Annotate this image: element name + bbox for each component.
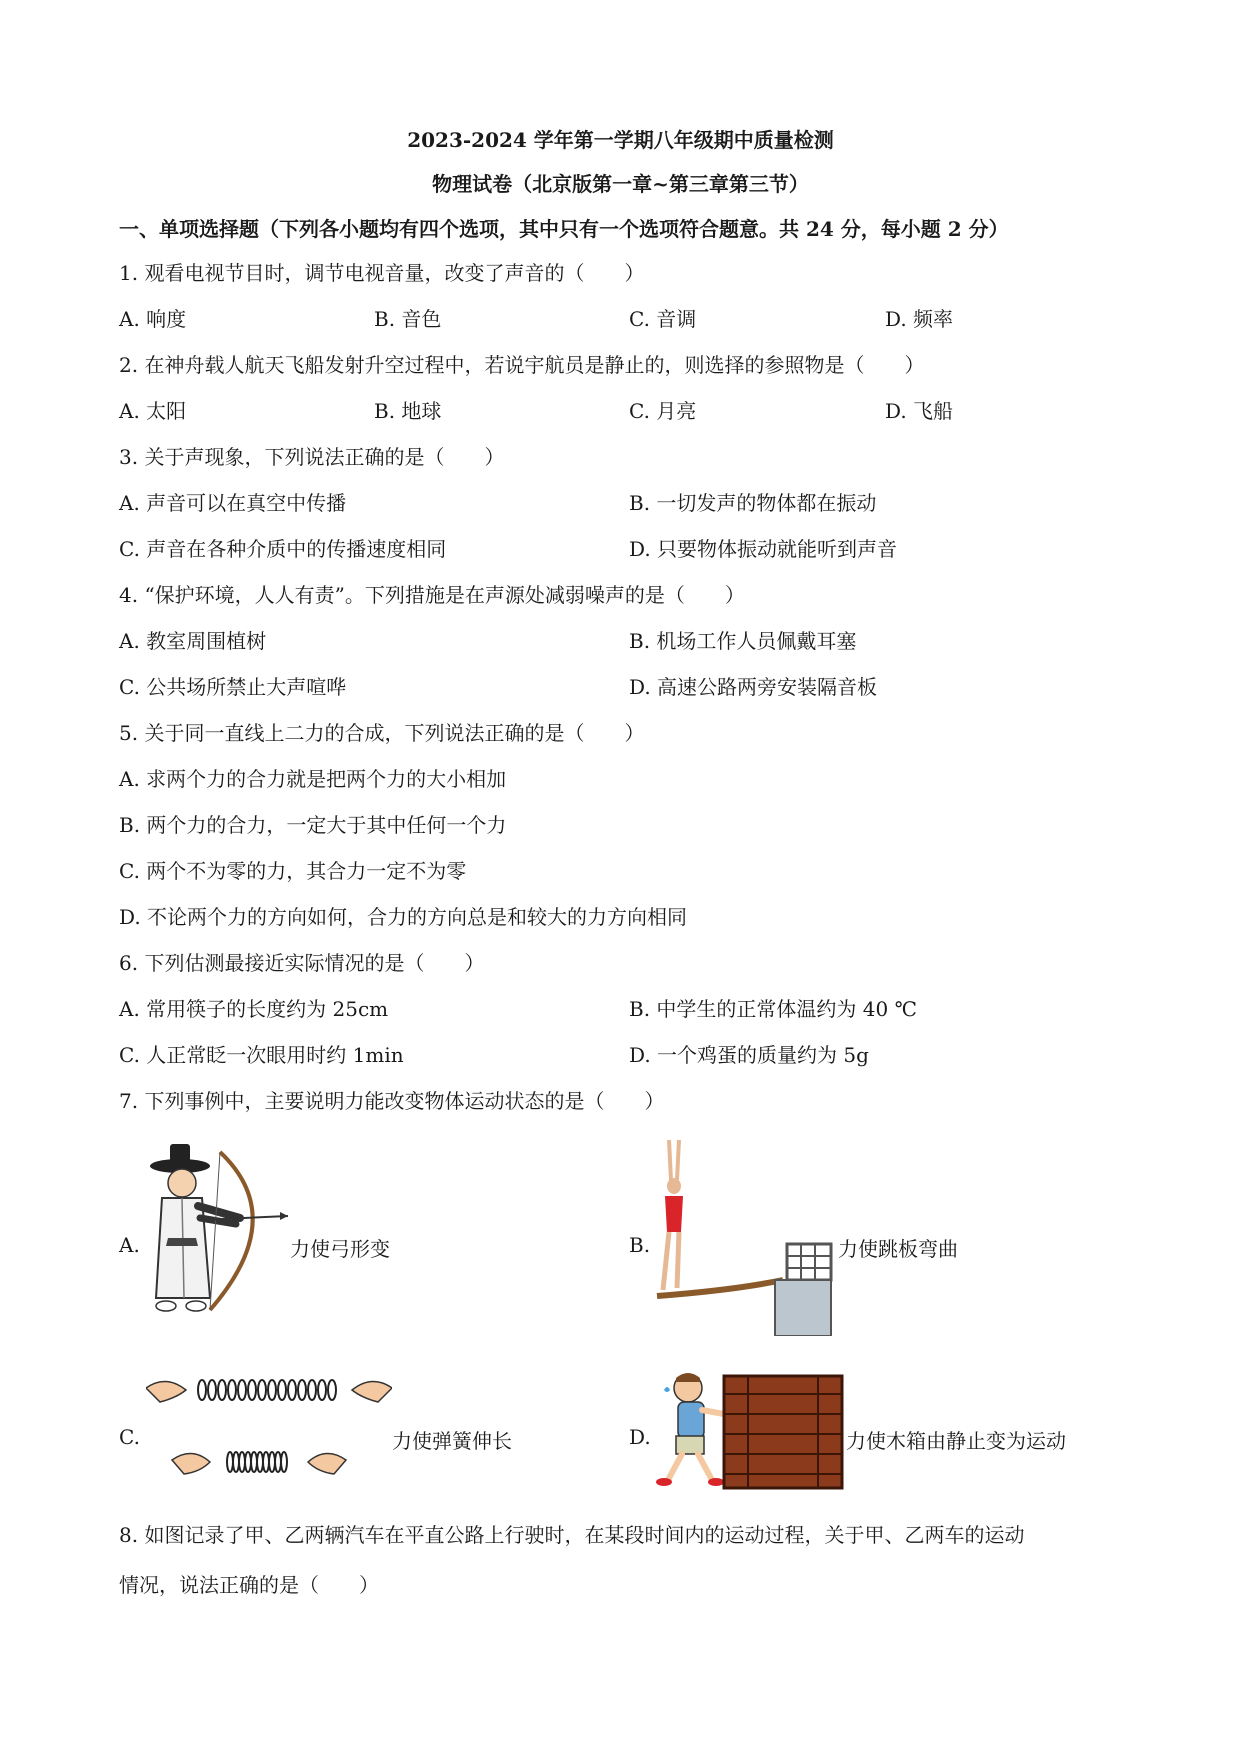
question-8-stem-line1: 8. 如图记录了甲、乙两辆汽车在平直公路上行驶时，在某段时间内的运动过程，关于甲、乙两车的运动 — [119, 1523, 1025, 1547]
q3-option-b[interactable]: B. 一切发声的物体都在振动 — [629, 491, 877, 515]
q1-option-a[interactable]: A. 响度 — [119, 307, 187, 331]
q4-option-d[interactable]: D. 高速公路两旁安装隔音板 — [629, 675, 878, 699]
q1-option-d[interactable]: D. 频率 — [885, 307, 954, 331]
q5-option-c[interactable]: C. 两个不为零的力，其合力一定不为零 — [119, 859, 467, 883]
q2-option-a[interactable]: A. 太阳 — [119, 399, 187, 423]
q7-option-a-letter[interactable]: A. — [119, 1233, 140, 1257]
q4-option-a[interactable]: A. 教室周围植树 — [119, 629, 267, 653]
question-8-stem-line2: 情况，说法正确的是（ ） — [119, 1573, 379, 1597]
q4-option-c[interactable]: C. 公共场所禁止大声喧哗 — [119, 675, 347, 699]
q3-option-c[interactable]: C. 声音在各种介质中的传播速度相同 — [119, 537, 447, 561]
q7-caption-b: 力使跳板弯曲 — [838, 1237, 958, 1261]
question-5-stem: 5. 关于同一直线上二力的合成，下列说法正确的是（ ） — [119, 721, 645, 745]
question-4-stem: 4. “保护环境，人人有责”。下列措施是在声源处减弱噪声的是（ ） — [119, 583, 745, 607]
q7-caption-d: 力使木箱由静止变为运动 — [846, 1429, 1066, 1453]
q5-option-d[interactable]: D. 不论两个力的方向如何，合力的方向总是和较大的力方向相同 — [119, 905, 688, 929]
q2-option-b[interactable]: B. 地球 — [374, 399, 442, 423]
q1-option-b[interactable]: B. 音色 — [374, 307, 442, 331]
q6-option-a[interactable]: A. 常用筷子的长度约为 25cm — [119, 997, 389, 1021]
diving-board-illustration — [655, 1140, 835, 1336]
q7-option-d-letter[interactable]: D. — [629, 1425, 651, 1449]
q4-option-b[interactable]: B. 机场工作人员佩戴耳塞 — [629, 629, 857, 653]
q6-option-c[interactable]: C. 人正常眨一次眼用时约 1min — [119, 1043, 404, 1067]
q2-option-c[interactable]: C. 月亮 — [629, 399, 697, 423]
exam-title: 2023-2024 学年第一学期八年级期中质量检测 — [407, 128, 834, 152]
q5-option-b[interactable]: B. 两个力的合力，一定大于其中任何一个力 — [119, 813, 507, 837]
question-1-stem: 1. 观看电视节目时，调节电视音量，改变了声音的（ ） — [119, 261, 645, 285]
pushing-box-illustration — [652, 1370, 844, 1492]
q7-option-b-letter[interactable]: B. — [629, 1233, 651, 1257]
q1-option-c[interactable]: C. 音调 — [629, 307, 697, 331]
question-6-stem: 6. 下列估测最接近实际情况的是（ ） — [119, 951, 485, 975]
archer-illustration — [140, 1128, 290, 1330]
exam-subtitle: 物理试卷（北京版第一章~第三章第三节） — [432, 172, 809, 196]
q3-option-a[interactable]: A. 声音可以在真空中传播 — [119, 491, 347, 515]
q5-option-a[interactable]: A. 求两个力的合力就是把两个力的大小相加 — [119, 767, 507, 791]
question-7-stem: 7. 下列事例中，主要说明力能改变物体运动状态的是（ ） — [119, 1089, 665, 1113]
q7-option-c-letter[interactable]: C. — [119, 1425, 140, 1449]
q6-option-d[interactable]: D. 一个鸡蛋的质量约为 5g — [629, 1043, 869, 1067]
spring-illustration — [146, 1368, 392, 1488]
q6-option-b[interactable]: B. 中学生的正常体温约为 40 ℃ — [629, 997, 917, 1021]
section-heading: 一、单项选择题（下列各小题均有四个选项，其中只有一个选项符合题意。共 24 分，每小题 2 分） — [119, 217, 1009, 241]
question-3-stem: 3. 关于声现象，下列说法正确的是（ ） — [119, 445, 505, 469]
q3-option-d[interactable]: D. 只要物体振动就能听到声音 — [629, 537, 898, 561]
q2-option-d[interactable]: D. 飞船 — [885, 399, 954, 423]
q7-caption-c: 力使弹簧伸长 — [392, 1429, 512, 1453]
question-2-stem: 2. 在神舟载人航天飞船发射升空过程中，若说宇航员是静止的，则选择的参照物是（ ） — [119, 353, 925, 377]
q7-caption-a: 力使弓形变 — [290, 1237, 390, 1261]
